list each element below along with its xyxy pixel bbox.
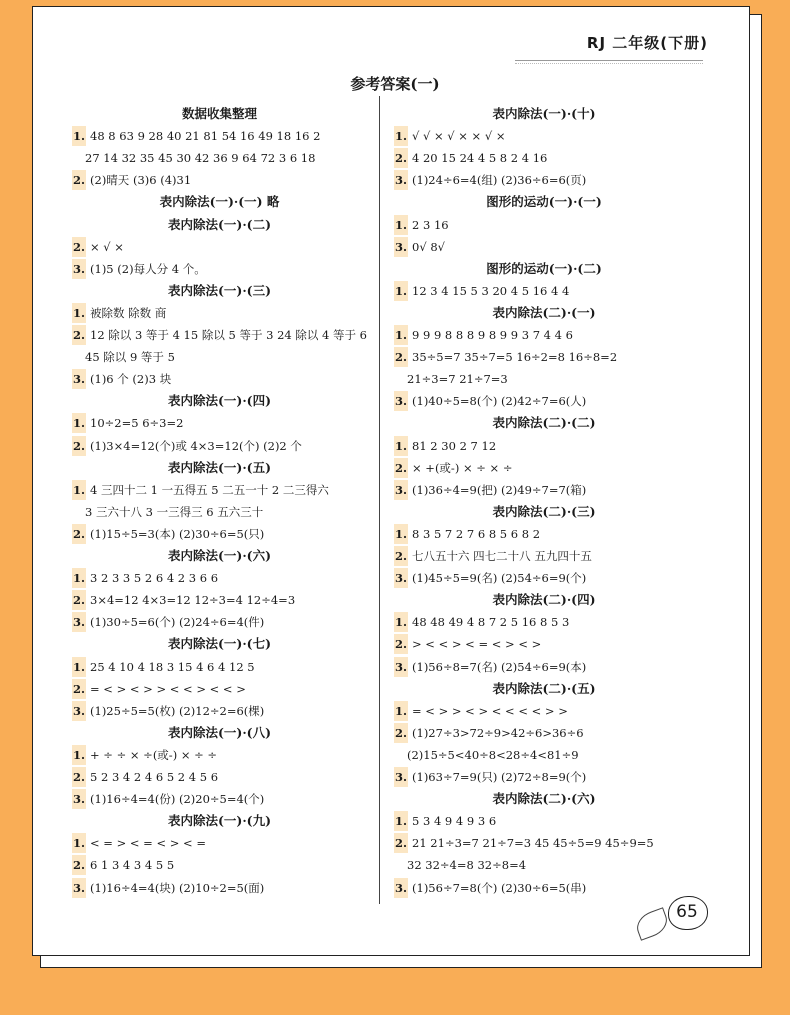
section-heading: 表内除法(一)·(十) <box>492 106 596 121</box>
answer-line <box>72 126 320 146</box>
answer-text: 48 48 49 4 8 7 2 5 16 8 5 3 <box>412 615 570 630</box>
section-heading: 表内除法(二)·(三) <box>492 503 596 519</box>
question-number: 3. <box>394 878 408 898</box>
section-heading: 表内除法(一)·(三) <box>167 282 271 298</box>
page-number: 65 <box>676 902 698 922</box>
answer-text: 25 4 10 4 18 3 15 4 6 4 12 5 <box>90 659 255 674</box>
section-heading: 表内除法(一)·(六) <box>167 548 271 563</box>
question-number: 3. <box>394 657 408 677</box>
answer-line <box>72 657 255 677</box>
answer-line <box>72 855 174 875</box>
question-number: 3. <box>72 259 86 279</box>
answer-line <box>394 723 584 743</box>
answer-text: 21 21÷3=7 21÷7=3 45 45÷5=9 45÷9=5 <box>412 836 654 851</box>
section-heading: 表内除法(一)·(二) <box>167 216 271 232</box>
answer-line <box>394 126 505 146</box>
question-number: 3. <box>394 767 408 787</box>
answer-text: > < < > < = < > < > <box>412 637 542 652</box>
answer-line <box>72 524 264 544</box>
answer-text: √ √ × √ × × √ × <box>412 129 506 144</box>
answer-text: 81 2 30 2 7 12 <box>412 438 497 453</box>
answer-text: (1)16÷4=4(块) (2)10÷2=5(面) <box>90 880 265 895</box>
answer-line <box>72 436 302 456</box>
answer-text: (1)3×4=12(个)或 4×3=12(个) (2)2 个 <box>90 438 302 453</box>
answer-text: 48 8 63 9 28 40 21 81 54 16 49 18 16 2 <box>90 129 321 144</box>
question-number: 3. <box>72 369 86 389</box>
answer-line <box>72 701 264 721</box>
question-number: 3. <box>394 391 408 411</box>
section-heading: 表内除法(一)·(八) <box>167 724 271 740</box>
question-number: 1. <box>72 303 86 323</box>
answer-continuation <box>72 502 263 522</box>
question-number: 1. <box>72 126 86 146</box>
question-number: 3. <box>394 568 408 588</box>
answer-text: + ÷ ÷ × ÷(或-) × ÷ ÷ <box>90 747 218 762</box>
question-number: 2. <box>394 148 408 168</box>
answer-text: (1)40÷5=8(个) (2)42÷7=6(人) <box>412 394 587 409</box>
answer-text: 3 三六十八 3 一三得三 6 五六三十 <box>85 504 264 519</box>
question-number: 1. <box>394 325 408 345</box>
question-number: 2. <box>394 546 408 566</box>
section-heading: 图形的运动(一)·(一) <box>486 194 602 210</box>
answer-text: 被除数 除数 商 <box>90 305 167 320</box>
answer-line <box>394 811 496 831</box>
question-number: 2. <box>394 634 408 654</box>
question-number: 2. <box>72 767 86 787</box>
page-number-badge <box>662 896 708 930</box>
answer-line <box>72 878 264 898</box>
answer-line <box>394 612 569 632</box>
answer-text: (2)15÷5<40÷8<28÷4<81÷9 <box>407 747 579 762</box>
answer-continuation <box>72 148 315 168</box>
answer-line <box>394 657 586 677</box>
answer-text: 2 3 16 <box>412 217 449 232</box>
question-number: 2. <box>72 855 86 875</box>
answer-line <box>394 215 449 235</box>
question-number: 1. <box>72 745 86 765</box>
question-number: 1. <box>394 436 408 456</box>
answer-text: (1)36÷4=9(把) (2)49÷7=7(箱) <box>412 482 587 497</box>
answer-text: (1)15÷5=3(本) (2)30÷6=5(只) <box>90 526 265 541</box>
column-divider <box>379 96 380 904</box>
answer-line <box>72 568 218 588</box>
answer-line <box>72 480 329 500</box>
answer-text: (1)63÷7=9(只) (2)72÷8=9(个) <box>412 770 587 784</box>
answer-text: (1)5 (2)每人分 4 个。 <box>90 261 206 276</box>
answer-text: (1)16÷4=4(份) (2)20÷5=4(个) <box>90 792 265 807</box>
answer-text: 12 3 4 15 5 3 20 4 5 16 4 4 <box>412 283 570 298</box>
section-heading: 表内除法(一)·(七) <box>167 636 271 652</box>
question-number: 3. <box>72 701 86 721</box>
section-heading: 表内除法(二)·(六) <box>492 791 596 807</box>
answer-text: 32 32÷4=8 32÷8=4 <box>407 858 527 873</box>
question-number: 1. <box>72 657 86 677</box>
answer-text: < = > < = < > < = <box>90 836 206 851</box>
answer-line <box>394 524 540 544</box>
answer-text: = < > > < > < < < < > > <box>412 703 568 718</box>
answer-line <box>394 568 586 588</box>
answer-text: = < > < > > < < > < < > <box>90 681 246 696</box>
question-number: 1. <box>394 126 408 146</box>
answer-continuation <box>394 369 508 389</box>
answer-text: (2)晴天 (3)6 (4)31 <box>90 173 192 188</box>
answer-line <box>394 767 586 787</box>
question-number: 1. <box>394 524 408 544</box>
answer-text: 0√ 8√ <box>412 239 445 254</box>
answer-line <box>72 789 264 809</box>
header-grade-label: RJ 二年级(下册) <box>586 34 708 52</box>
answer-line <box>72 413 183 433</box>
question-number: 2. <box>72 590 86 610</box>
question-number: 3. <box>72 878 86 898</box>
question-number: 1. <box>72 480 86 500</box>
answer-continuation <box>72 347 175 367</box>
answer-line <box>394 281 569 301</box>
question-number: 1. <box>394 701 408 721</box>
answer-text: 3 2 3 3 5 2 6 4 2 3 6 6 <box>90 571 219 586</box>
answer-text: 3×4=12 4×3=12 12÷3=4 12÷4=3 <box>90 593 296 608</box>
answer-text: 6 1 3 4 3 4 5 5 <box>90 858 175 873</box>
answer-text: (1)45÷5=9(名) (2)54÷6=9(个) <box>412 571 587 586</box>
question-number: 1. <box>72 568 86 588</box>
answer-line <box>394 148 547 168</box>
answer-text: 8 3 5 7 2 7 6 8 5 6 8 2 <box>412 526 541 541</box>
answer-text: (1)25÷5=5(枚) (2)12÷2=6(棵) <box>90 703 265 718</box>
answer-line <box>72 369 171 389</box>
answer-line <box>72 303 166 323</box>
question-number: 3. <box>72 612 86 632</box>
section-heading: 数据收集整理 <box>181 106 257 121</box>
answer-text: (1)24÷6=4(组) (2)36÷6=6(页) <box>412 173 587 188</box>
question-number: 3. <box>394 237 408 257</box>
question-number: 2. <box>394 458 408 478</box>
answer-line <box>72 767 218 787</box>
answer-line <box>72 833 206 853</box>
question-number: 2. <box>72 325 86 345</box>
question-number: 1. <box>394 811 408 831</box>
question-number: 1. <box>394 612 408 632</box>
section-heading: 图形的运动(一)·(二) <box>486 260 602 276</box>
header-rule <box>515 60 703 61</box>
question-number: 1. <box>394 281 408 301</box>
section-heading: 表内除法(一)·(五) <box>167 459 271 475</box>
answer-text: 35÷5=7 35÷7=5 16÷2=8 16÷8=2 <box>412 350 618 365</box>
question-number: 3. <box>394 480 408 500</box>
answer-text: × +(或-) × ÷ × ÷ <box>412 460 513 475</box>
answer-line <box>394 480 586 500</box>
answer-text: 45 除以 9 等于 5 <box>85 350 175 365</box>
question-number: 2. <box>72 237 86 257</box>
answer-text: (1)30÷5=6(个) (2)24÷6=4(件) <box>90 615 265 630</box>
answer-line <box>72 612 264 632</box>
question-number: 1. <box>394 215 408 235</box>
section-heading: 表内除法(二)·(二) <box>492 415 596 431</box>
answer-text: 10÷2=5 6÷3=2 <box>90 416 184 431</box>
answer-line <box>394 546 592 566</box>
answer-line <box>72 745 217 765</box>
answer-text: 21÷3=7 21÷7=3 <box>407 372 508 387</box>
answer-text: (1)6 个 (2)3 块 <box>90 372 172 387</box>
question-number: 2. <box>72 524 86 544</box>
answer-text: 27 14 32 35 45 30 42 36 9 64 72 3 6 18 <box>85 151 316 166</box>
section-heading: 表内除法(一)·(四) <box>167 393 271 409</box>
answer-line <box>394 170 586 190</box>
answer-line <box>394 833 654 853</box>
question-number: 2. <box>72 436 86 456</box>
answer-line <box>394 458 512 478</box>
answer-line <box>394 237 445 257</box>
section-heading: 表内除法(一)·(九) <box>167 813 271 829</box>
question-number: 1. <box>72 833 86 853</box>
question-number: 2. <box>72 170 86 190</box>
question-number: 2. <box>394 833 408 853</box>
answer-line <box>72 170 191 190</box>
answer-continuation <box>394 855 526 875</box>
section-heading: 表内除法(二)·(五) <box>492 680 596 696</box>
answer-line <box>394 878 586 898</box>
answer-line <box>394 347 617 367</box>
answer-text: 12 除以 3 等于 4 15 除以 5 等于 3 24 除以 4 等于 6 <box>90 328 367 342</box>
answer-line <box>72 325 367 345</box>
answer-line <box>394 436 496 456</box>
question-number: 3. <box>72 789 86 809</box>
answer-line <box>72 237 124 257</box>
answer-text: 9 9 9 8 8 8 9 8 9 9 3 7 4 4 6 <box>412 328 573 342</box>
answer-text: (1)56÷7=8(个) (2)30÷6=5(串) <box>412 880 587 895</box>
answer-line <box>394 325 573 345</box>
answer-text: 5 2 3 4 2 4 6 5 2 4 5 6 <box>90 770 219 784</box>
answer-text: 5 3 4 9 4 9 3 6 <box>412 814 497 829</box>
question-number: 3. <box>394 170 408 190</box>
answer-text: 4 三四十二 1 一五得五 5 二五一十 2 二三得六 <box>90 482 329 497</box>
answer-line <box>72 259 206 279</box>
answer-text: (1)27÷3>72÷9>42÷6>36÷6 <box>412 725 584 740</box>
answer-text: (1)56÷8=7(名) (2)54÷6=9(本) <box>412 659 587 674</box>
answer-line <box>72 590 295 610</box>
answer-line <box>394 391 586 411</box>
question-number: 2. <box>72 679 86 699</box>
question-number: 2. <box>394 723 408 743</box>
answer-line <box>72 679 246 699</box>
answer-text: 七八五十六 四七二十八 五九四十五 <box>412 549 592 563</box>
answer-line <box>394 634 541 654</box>
answer-text: 4 20 15 24 4 5 8 2 4 16 <box>412 151 548 166</box>
question-number: 2. <box>394 347 408 367</box>
answer-text: × √ × <box>90 239 124 254</box>
section-heading: 表内除法(一)·(一) 略 <box>159 194 280 210</box>
answer-continuation <box>394 745 579 765</box>
section-heading: 表内除法(二)·(四) <box>492 592 596 608</box>
answer-line <box>394 701 568 721</box>
page-title: 参考答案(一) <box>350 75 440 93</box>
section-heading: 表内除法(二)·(一) <box>492 304 596 320</box>
header-rule-dotted <box>515 63 703 64</box>
question-number: 1. <box>72 413 86 433</box>
